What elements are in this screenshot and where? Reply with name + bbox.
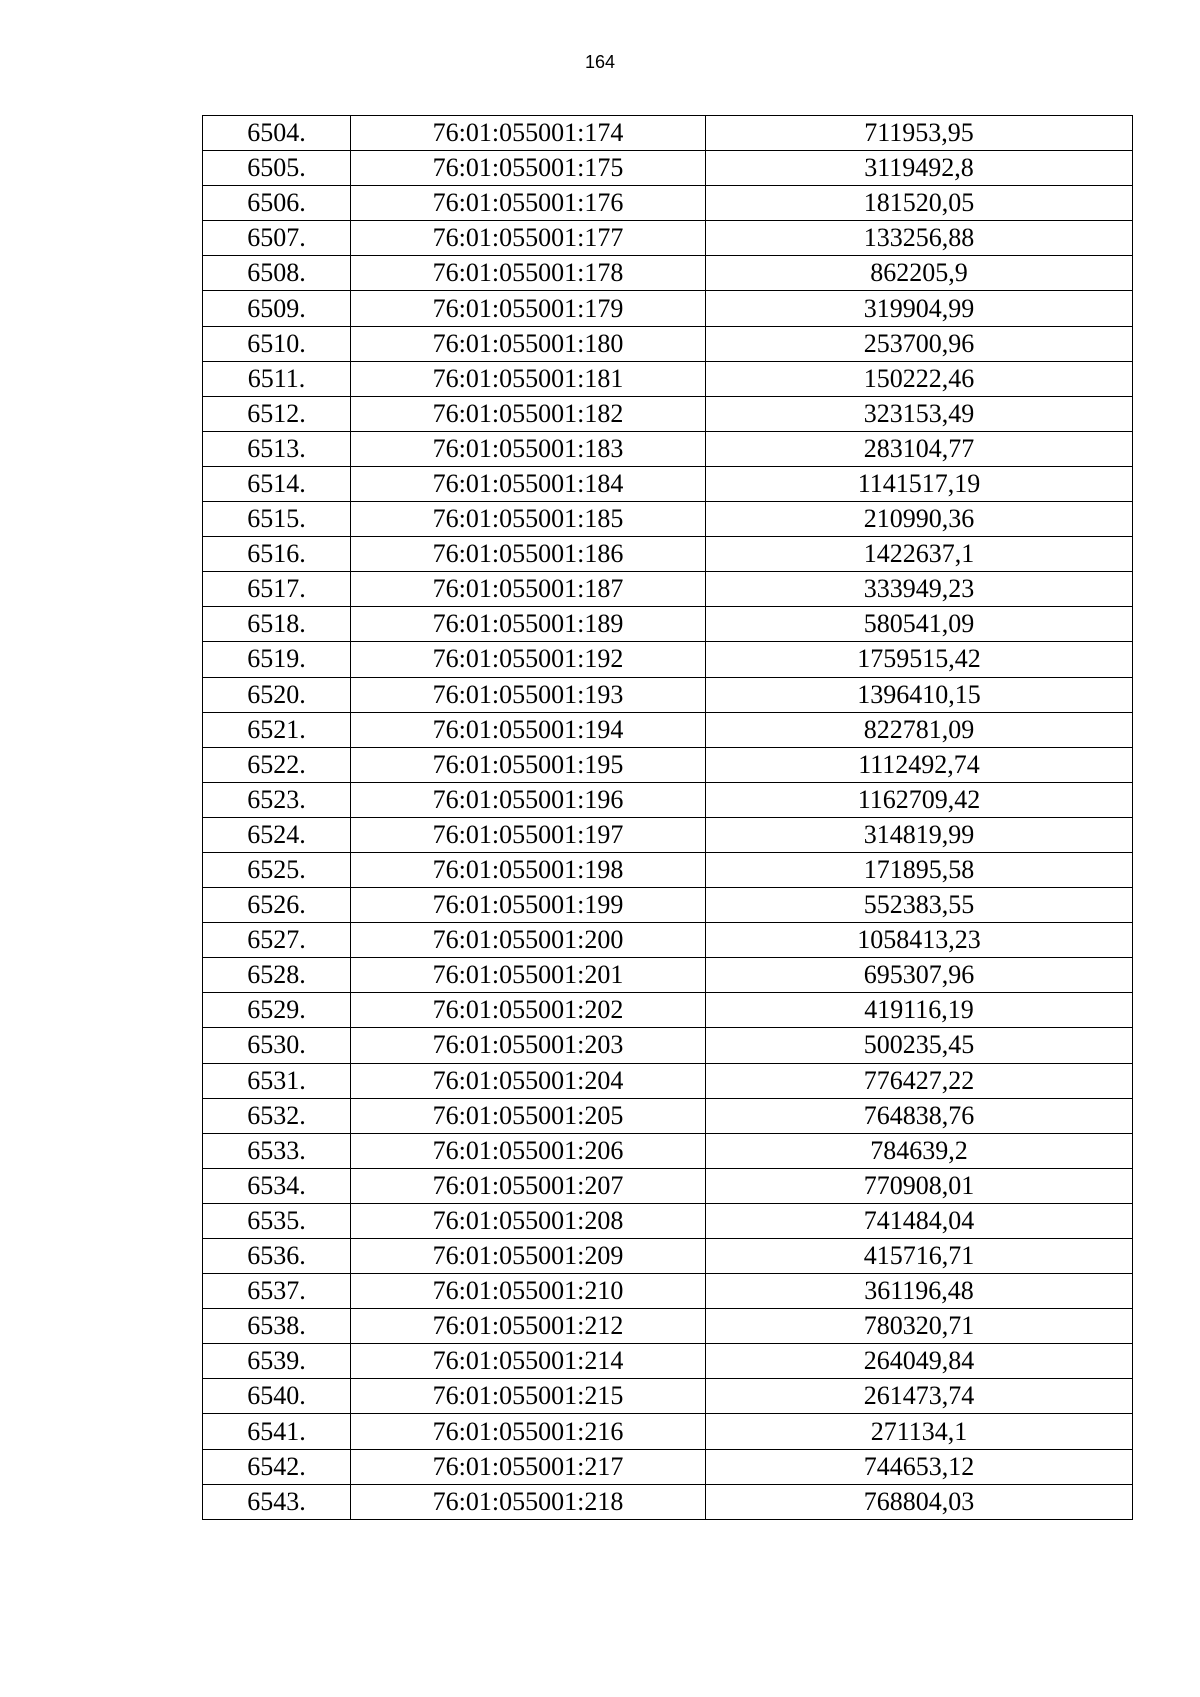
cadastral-value-cell: 181520,05 (706, 186, 1133, 221)
row-number-cell: 6505. (203, 151, 351, 186)
cadastral-value-cell: 271134,1 (706, 1414, 1133, 1449)
table-row (203, 923, 1133, 958)
row-number-cell: 6536. (203, 1239, 351, 1274)
table-row (203, 817, 1133, 852)
page-number: 164 (584, 52, 616, 72)
cadastral-number-cell: 76:01:055001:178 (351, 256, 706, 291)
row-number-cell: 6542. (203, 1449, 351, 1484)
cadastral-number-cell: 76:01:055001:209 (351, 1239, 706, 1274)
cadastral-number-cell: 76:01:055001:198 (351, 852, 706, 887)
table-row (203, 537, 1133, 572)
cadastral-number-cell: 76:01:055001:203 (351, 1028, 706, 1063)
cadastral-value-cell: 1396410,15 (706, 677, 1133, 712)
cadastral-value-cell: 822781,09 (706, 712, 1133, 747)
row-number-cell: 6532. (203, 1098, 351, 1133)
row-number-cell: 6534. (203, 1168, 351, 1203)
table-row (203, 151, 1133, 186)
row-number-cell: 6506. (203, 186, 351, 221)
row-number-cell: 6528. (203, 958, 351, 993)
table-row (203, 888, 1133, 923)
row-number-cell: 6529. (203, 993, 351, 1028)
table-row (203, 502, 1133, 537)
table-row (203, 1028, 1133, 1063)
cadastral-number-cell: 76:01:055001:192 (351, 642, 706, 677)
cadastral-number-cell: 76:01:055001:215 (351, 1379, 706, 1414)
cadastral-value-cell: 580541,09 (706, 607, 1133, 642)
table-row (203, 642, 1133, 677)
cadastral-value-cell: 552383,55 (706, 888, 1133, 923)
cadastral-value-cell: 1422637,1 (706, 537, 1133, 572)
cadastral-number-cell: 76:01:055001:206 (351, 1133, 706, 1168)
cadastral-number-cell: 76:01:055001:204 (351, 1063, 706, 1098)
row-number-cell: 6531. (203, 1063, 351, 1098)
cadastral-number-cell: 76:01:055001:214 (351, 1344, 706, 1379)
cadastral-number-cell: 76:01:055001:218 (351, 1484, 706, 1519)
cadastral-value-cell: 323153,49 (706, 396, 1133, 431)
cadastral-value-cell: 133256,88 (706, 221, 1133, 256)
cadastral-number-cell: 76:01:055001:193 (351, 677, 706, 712)
cadastral-value-cell: 1759515,42 (706, 642, 1133, 677)
row-number-cell: 6537. (203, 1274, 351, 1309)
cadastral-value-cell: 1112492,74 (706, 747, 1133, 782)
table-row (203, 852, 1133, 887)
cadastral-number-cell: 76:01:055001:208 (351, 1203, 706, 1238)
cadastral-number-cell: 76:01:055001:181 (351, 361, 706, 396)
cadastral-number-cell: 76:01:055001:205 (351, 1098, 706, 1133)
cadastral-number-cell: 76:01:055001:200 (351, 923, 706, 958)
table-row (203, 326, 1133, 361)
row-number-cell: 6524. (203, 817, 351, 852)
table-row (203, 431, 1133, 466)
row-number-cell: 6540. (203, 1379, 351, 1414)
cadastral-number-cell: 76:01:055001:194 (351, 712, 706, 747)
cadastral-value-cell: 419116,19 (706, 993, 1133, 1028)
row-number-cell: 6527. (203, 923, 351, 958)
row-number-cell: 6522. (203, 747, 351, 782)
cadastral-number-cell: 76:01:055001:202 (351, 993, 706, 1028)
cadastral-number-cell: 76:01:055001:189 (351, 607, 706, 642)
cadastral-value-cell: 150222,46 (706, 361, 1133, 396)
cadastral-number-cell: 76:01:055001:216 (351, 1414, 706, 1449)
table-row (203, 186, 1133, 221)
cadastral-number-cell: 76:01:055001:217 (351, 1449, 706, 1484)
table-row (203, 361, 1133, 396)
table-row (203, 1309, 1133, 1344)
table-row (203, 1414, 1133, 1449)
row-number-cell: 6541. (203, 1414, 351, 1449)
cadastral-value-cell: 764838,76 (706, 1098, 1133, 1133)
row-number-cell: 6516. (203, 537, 351, 572)
table-row (203, 256, 1133, 291)
row-number-cell: 6517. (203, 572, 351, 607)
row-number-cell: 6513. (203, 431, 351, 466)
cadastral-value-cell: 283104,77 (706, 431, 1133, 466)
cadastral-value-cell: 768804,03 (706, 1484, 1133, 1519)
row-number-cell: 6515. (203, 502, 351, 537)
cadastral-number-cell: 76:01:055001:184 (351, 466, 706, 501)
table-row (203, 221, 1133, 256)
row-number-cell: 6519. (203, 642, 351, 677)
table-row (203, 712, 1133, 747)
table-row (203, 1203, 1133, 1238)
cadastral-value-cell: 780320,71 (706, 1309, 1133, 1344)
cadastral-number-cell: 76:01:055001:180 (351, 326, 706, 361)
cadastral-number-cell: 76:01:055001:207 (351, 1168, 706, 1203)
cadastral-value-table (202, 115, 1133, 1520)
cadastral-value-cell: 500235,45 (706, 1028, 1133, 1063)
table-row (203, 466, 1133, 501)
table-row (203, 1274, 1133, 1309)
cadastral-number-cell: 76:01:055001:195 (351, 747, 706, 782)
cadastral-value-cell: 253700,96 (706, 326, 1133, 361)
cadastral-value-cell: 741484,04 (706, 1203, 1133, 1238)
cadastral-number-cell: 76:01:055001:196 (351, 782, 706, 817)
row-number-cell: 6538. (203, 1309, 351, 1344)
cadastral-value-cell: 171895,58 (706, 852, 1133, 887)
cadastral-number-cell: 76:01:055001:182 (351, 396, 706, 431)
table-row (203, 782, 1133, 817)
row-number-cell: 6514. (203, 466, 351, 501)
table-row (203, 291, 1133, 326)
table-row (203, 677, 1133, 712)
cadastral-value-cell: 314819,99 (706, 817, 1133, 852)
cadastral-value-cell: 261473,74 (706, 1379, 1133, 1414)
cadastral-value-cell: 264049,84 (706, 1344, 1133, 1379)
row-number-cell: 6507. (203, 221, 351, 256)
table-row (203, 1098, 1133, 1133)
table-row (203, 1484, 1133, 1519)
row-number-cell: 6533. (203, 1133, 351, 1168)
row-number-cell: 6523. (203, 782, 351, 817)
row-number-cell: 6530. (203, 1028, 351, 1063)
cadastral-value-cell: 776427,22 (706, 1063, 1133, 1098)
row-number-cell: 6521. (203, 712, 351, 747)
cadastral-value-cell: 361196,48 (706, 1274, 1133, 1309)
table-row (203, 1133, 1133, 1168)
cadastral-number-cell: 76:01:055001:183 (351, 431, 706, 466)
cadastral-value-cell: 862205,9 (706, 256, 1133, 291)
row-number-cell: 6518. (203, 607, 351, 642)
cadastral-value-cell: 695307,96 (706, 958, 1133, 993)
cadastral-number-cell: 76:01:055001:187 (351, 572, 706, 607)
row-number-cell: 6510. (203, 326, 351, 361)
row-number-cell: 6509. (203, 291, 351, 326)
table-row (203, 958, 1133, 993)
table-row (203, 116, 1133, 151)
cadastral-value-cell: 333949,23 (706, 572, 1133, 607)
cadastral-value-cell: 3119492,8 (706, 151, 1133, 186)
table-row (203, 572, 1133, 607)
cadastral-value-cell: 319904,99 (706, 291, 1133, 326)
cadastral-value-cell: 770908,01 (706, 1168, 1133, 1203)
row-number-cell: 6508. (203, 256, 351, 291)
table-body (203, 116, 1133, 1520)
row-number-cell: 6504. (203, 116, 351, 151)
table-row (203, 1063, 1133, 1098)
cadastral-value-cell: 1058413,23 (706, 923, 1133, 958)
row-number-cell: 6526. (203, 888, 351, 923)
table-row (203, 396, 1133, 431)
cadastral-value-cell: 210990,36 (706, 502, 1133, 537)
cadastral-number-cell: 76:01:055001:177 (351, 221, 706, 256)
cadastral-number-cell: 76:01:055001:201 (351, 958, 706, 993)
cadastral-number-cell: 76:01:055001:186 (351, 537, 706, 572)
cadastral-value-cell: 711953,95 (706, 116, 1133, 151)
cadastral-number-cell: 76:01:055001:212 (351, 1309, 706, 1344)
cadastral-value-cell: 744653,12 (706, 1449, 1133, 1484)
table-row (203, 993, 1133, 1028)
table-row (203, 1379, 1133, 1414)
table-row (203, 1449, 1133, 1484)
row-number-cell: 6539. (203, 1344, 351, 1379)
row-number-cell: 6525. (203, 852, 351, 887)
cadastral-number-cell: 76:01:055001:175 (351, 151, 706, 186)
table-row (203, 747, 1133, 782)
table-row (203, 1168, 1133, 1203)
row-number-cell: 6535. (203, 1203, 351, 1238)
table-row (203, 1344, 1133, 1379)
cadastral-number-cell: 76:01:055001:179 (351, 291, 706, 326)
cadastral-number-cell: 76:01:055001:185 (351, 502, 706, 537)
cadastral-value-cell: 784639,2 (706, 1133, 1133, 1168)
row-number-cell: 6543. (203, 1484, 351, 1519)
cadastral-number-cell: 76:01:055001:197 (351, 817, 706, 852)
row-number-cell: 6512. (203, 396, 351, 431)
cadastral-value-cell: 1141517,19 (706, 466, 1133, 501)
row-number-cell: 6511. (203, 361, 351, 396)
cadastral-number-cell: 76:01:055001:210 (351, 1274, 706, 1309)
table-row (203, 1239, 1133, 1274)
cadastral-number-cell: 76:01:055001:176 (351, 186, 706, 221)
cadastral-number-cell: 76:01:055001:174 (351, 116, 706, 151)
cadastral-value-cell: 415716,71 (706, 1239, 1133, 1274)
row-number-cell: 6520. (203, 677, 351, 712)
table-row (203, 607, 1133, 642)
cadastral-value-cell: 1162709,42 (706, 782, 1133, 817)
cadastral-number-cell: 76:01:055001:199 (351, 888, 706, 923)
